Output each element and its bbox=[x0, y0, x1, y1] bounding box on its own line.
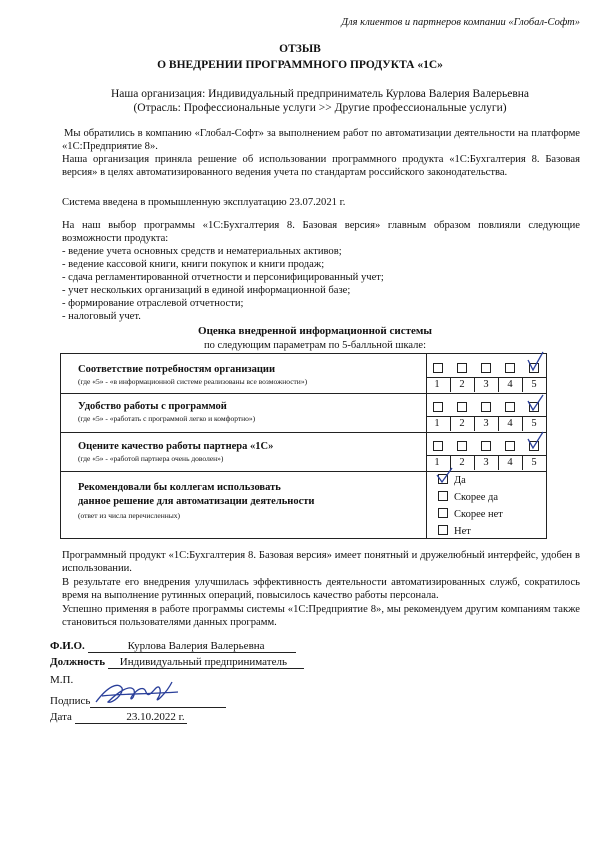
scale-number: 2 bbox=[450, 378, 473, 392]
score-checkbox[interactable] bbox=[505, 402, 515, 412]
question-label: Удобство работы с программой bbox=[78, 401, 227, 412]
rating-subtitle: по следующим параметрам по 5-балльной шкале: bbox=[203, 340, 427, 351]
scale-number: 3 bbox=[474, 417, 497, 431]
position-label: Должность bbox=[50, 656, 106, 668]
checkmark-icon bbox=[524, 430, 546, 452]
score-checkbox[interactable] bbox=[457, 363, 467, 373]
score-checkbox[interactable] bbox=[457, 402, 467, 412]
table-row-recommend bbox=[61, 471, 546, 538]
stamp-label: М.П. bbox=[50, 674, 74, 686]
checkmark-icon bbox=[524, 393, 546, 415]
score-grid bbox=[426, 432, 546, 471]
list-item: - ведение кассовой книги, книги покупок и книги продаж; bbox=[62, 259, 325, 270]
score-checkbox[interactable] bbox=[433, 363, 443, 373]
checkmark-icon bbox=[524, 350, 546, 374]
scale-number: 5 bbox=[522, 378, 545, 392]
scale-number: 3 bbox=[474, 378, 497, 392]
date-label: Дата bbox=[50, 711, 72, 723]
option-rather-no[interactable] bbox=[438, 508, 503, 520]
score-grid bbox=[426, 393, 546, 432]
score-checkbox[interactable] bbox=[481, 363, 491, 373]
option-rather-yes[interactable] bbox=[438, 491, 498, 503]
option-label: Да bbox=[454, 475, 466, 486]
score-checkbox[interactable] bbox=[505, 363, 515, 373]
scale-number: 4 bbox=[498, 456, 521, 470]
date-row bbox=[50, 711, 187, 724]
score-checkbox[interactable] bbox=[481, 441, 491, 451]
question-hint: (где «5» - «работой партнера очень доволен») bbox=[78, 454, 224, 463]
option-checkbox[interactable] bbox=[438, 508, 448, 518]
scale-number: 2 bbox=[450, 456, 473, 470]
option-checkbox[interactable] bbox=[438, 491, 448, 501]
scale-number: 1 bbox=[434, 379, 440, 390]
list-item: - учет нескольких организаций в единой информационной базе; bbox=[62, 285, 351, 296]
score-checkbox[interactable] bbox=[505, 441, 515, 451]
list-item: - сдача регламентированной отчетности и персонифицированный учет; bbox=[62, 272, 384, 283]
paragraph-interface: Программный продукт «1С:Бухгалтерия 8. Базовая версия» имеет понятный и дружелюбный интерфейс, удобен в использовании. bbox=[62, 550, 580, 574]
recommend-question-line1: Рекомендовали бы коллегам использовать bbox=[78, 482, 281, 493]
checkmark-icon bbox=[434, 467, 456, 487]
option-label: Скорее нет bbox=[454, 509, 503, 520]
scale-number: 5 bbox=[522, 417, 545, 431]
handwritten-signature bbox=[88, 672, 188, 714]
table-row bbox=[61, 432, 546, 472]
scale-number: 1 bbox=[434, 418, 440, 429]
score-checkbox[interactable] bbox=[433, 441, 443, 451]
features-list bbox=[62, 245, 582, 323]
paragraph-decision: Наша организация приняла решение об использовании программного продукта «1С:Бухгалтерия 8. Базовая версия» в целях автоматизированного ведения учета по стандартам российского законодательства. bbox=[62, 154, 580, 178]
scale-number: 1 bbox=[434, 457, 440, 468]
table-row bbox=[61, 354, 546, 394]
paragraph-recommendation: Успешно применяя в работе программы системы «1С:Предприятие 8», мы рекомендуем другим компаниям также становиться пользователями данных программ. bbox=[62, 604, 580, 628]
question-hint: (где «5» - «в информационной системе реализованы все возможности») bbox=[78, 377, 308, 386]
fio-label: Ф.И.О. bbox=[50, 640, 85, 652]
list-item: - формирование отраслевой отчетности; bbox=[62, 298, 244, 309]
fio-value: Курлова Валерия Валерьевна bbox=[88, 640, 296, 653]
option-label: Нет bbox=[454, 526, 471, 537]
option-checkbox[interactable] bbox=[438, 525, 448, 535]
scale-row bbox=[426, 416, 546, 431]
signature-label: Подпись bbox=[50, 695, 91, 707]
rating-title: Оценка внедренной информационной системы bbox=[198, 325, 432, 337]
header-note: Для клиентов и партнеров компании «Глобал-Софт» bbox=[341, 17, 580, 28]
document-title: ОТЗЫВ bbox=[279, 43, 321, 55]
rating-table bbox=[60, 353, 547, 539]
score-checkbox[interactable] bbox=[433, 402, 443, 412]
recommend-hint: (ответ из числа перечисленных) bbox=[78, 511, 181, 520]
organization-line: Наша организация: Индивидуальный предприниматель Курлова Валерия Валерьевна bbox=[110, 88, 530, 100]
paragraph-results: В результате его внедрения улучшилась эффективность деятельности автоматизированных служб, сократилось время на выполнение рутинных операций, повысилось качество работы персонала. bbox=[62, 577, 580, 601]
table-row bbox=[61, 393, 546, 433]
score-grid bbox=[426, 354, 546, 393]
question-label: Оцените качество работы партнера «1С» bbox=[78, 441, 274, 452]
scale-number: 4 bbox=[498, 417, 521, 431]
date-value: 23.10.2022 г. bbox=[75, 711, 187, 724]
document-subtitle: О ВНЕДРЕНИИ ПРОГРАММНОГО ПРОДУКТА «1С» bbox=[157, 59, 443, 71]
position-value: Индивидуальный предприниматель bbox=[108, 656, 304, 669]
paragraph-appeal: Мы обратились в компанию «Глобал-Софт» за выполнением работ по автоматизации деятельности на платформе «1С:Предприятие 8». bbox=[62, 128, 580, 152]
option-label: Скорее да bbox=[454, 492, 499, 503]
scale-row bbox=[426, 377, 546, 392]
option-no[interactable] bbox=[438, 525, 471, 537]
recommend-question-line2: данное решение для автоматизации деятельности bbox=[78, 496, 315, 507]
score-checkbox[interactable] bbox=[457, 441, 467, 451]
position-row bbox=[50, 656, 304, 669]
list-item: - ведение учета основных средств и нематериальных активов; bbox=[62, 246, 342, 257]
score-checkbox[interactable] bbox=[481, 402, 491, 412]
scale-number: 4 bbox=[498, 378, 521, 392]
fio-row bbox=[50, 640, 296, 653]
paragraph-launch-date: Система введена в промышленную эксплуатацию 23.07.2021 г. bbox=[62, 197, 346, 208]
paragraph-choice: На наш выбор программы «1С:Бухгалтерия 8. Базовая версия» главным образом повлияли следующие возможности продукта: bbox=[62, 220, 580, 244]
scale-number: 3 bbox=[474, 456, 497, 470]
list-item: - налоговый учет. bbox=[62, 311, 141, 322]
industry-line: (Отрасль: Профессиональные услуги >> Другие профессиональные услуги) bbox=[133, 102, 507, 114]
question-hint: (где «5» - «работать с программой легко и комфортно») bbox=[78, 414, 256, 423]
scale-number: 5 bbox=[522, 456, 545, 470]
scale-number: 2 bbox=[450, 417, 473, 431]
question-label: Соответствие потребностям организации bbox=[78, 364, 276, 375]
